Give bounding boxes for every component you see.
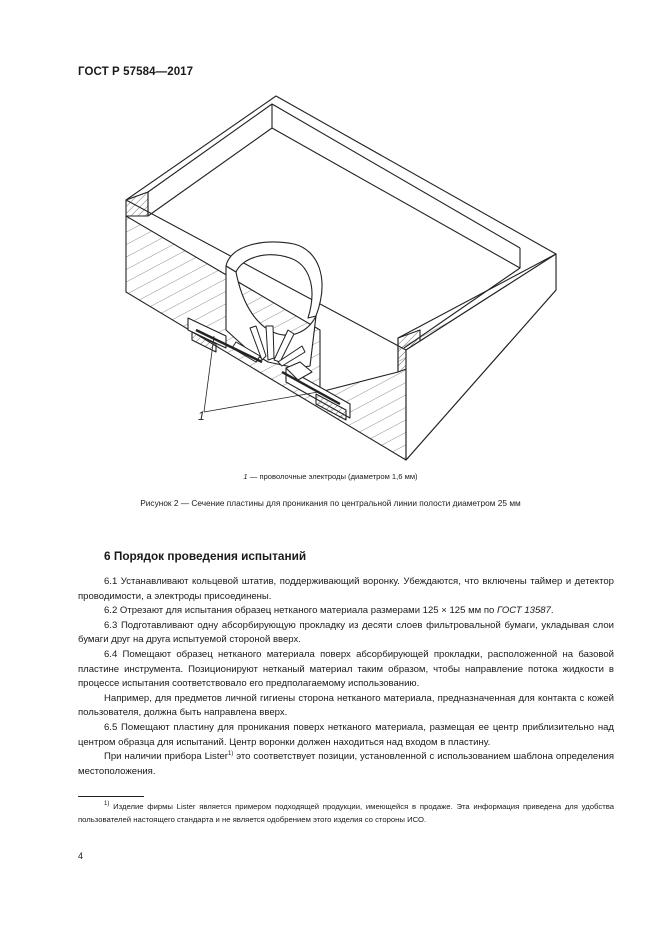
body-text	[78, 575, 614, 779]
footnote	[78, 800, 614, 827]
page-header: ГОСТ Р 57584—2017	[78, 66, 194, 78]
footnote-divider	[78, 796, 144, 797]
paragraph-6-5: 6.5 Помещают пластину для проникания поверх нетканого материала, размещая ее центр приблизительно над центром образца для испытаний. Центр воронки должен находиться над входом в пластину.	[78, 721, 614, 748]
paragraph-lister-end: это соответствует позиции, установленной с использованием шаблона определения местоположения.	[78, 751, 614, 777]
paragraph-6-2-end: .	[550, 605, 554, 617]
paragraph-lister	[78, 750, 614, 779]
paragraph-6-4: 6.4 Помещают образец нетканого материала поверх абсорбирующей прокладки, расположенной на базовой пластине инструмента. Позиционируют нетканый материал таким образом, чтобы направление потока жидкости в процессе испытания соответствовало его предполагаемому использованию.	[78, 648, 614, 690]
figure-caption: Рисунок 2 — Сечение пластины для проникания по центральной линии полости диаметром 25 мм	[140, 498, 521, 508]
legend-text: — проволочные электроды (диаметром 1,6 мм)	[247, 472, 418, 481]
footnote-marker: 1)	[104, 801, 110, 807]
legend-number: 1	[243, 472, 248, 481]
leader-line-right	[204, 392, 318, 412]
penetration-plate-figure	[110, 88, 560, 468]
footnote-text-block	[78, 800, 614, 827]
standard-reference: ГОСТ 13587	[497, 605, 551, 617]
paragraph-6-2-text: 6.2 Отрезают для испытания образец нетканого материала размерами 125 × 125 мм по	[104, 605, 497, 617]
paragraph-6-3: 6.3 Подготавливают одну абсорбирующую прокладку из десяти слоев фильтровальной бумаги, укладывая слои бумаги друг на друга испытуемой стороной вверх.	[78, 619, 614, 646]
paragraph-6-2	[78, 604, 614, 619]
section-title: 6 Порядок проведения испытаний	[104, 549, 307, 563]
figure-legend	[0, 472, 661, 481]
page-number: 4	[78, 851, 84, 861]
paragraph-example: Например, для предметов личной гигиены сторона нетканого материала, предназначенная для контакта с кожей пользователя, должна быть направлена вверх.	[78, 692, 614, 719]
footnote-text: Изделие фирмы Lister является примером подходящей продукции, имеющейся в продаже. Эта информация приведена для удобства пользователей настоящего стандарта и не является одобрением этого изделия со стороны ИСО.	[78, 802, 614, 825]
rim-block-left	[126, 192, 148, 216]
footnote-ref: 1)	[227, 751, 234, 758]
paragraph-lister-text: При наличии прибора Lister	[104, 751, 228, 763]
paragraph-6-1: 6.1 Устанавливают кольцевой штатив, поддерживающий воронку. Убеждаются, что включены таймер и детектор проводимости, а электроды присоединены.	[78, 576, 614, 602]
callout-label: 1	[198, 409, 205, 423]
